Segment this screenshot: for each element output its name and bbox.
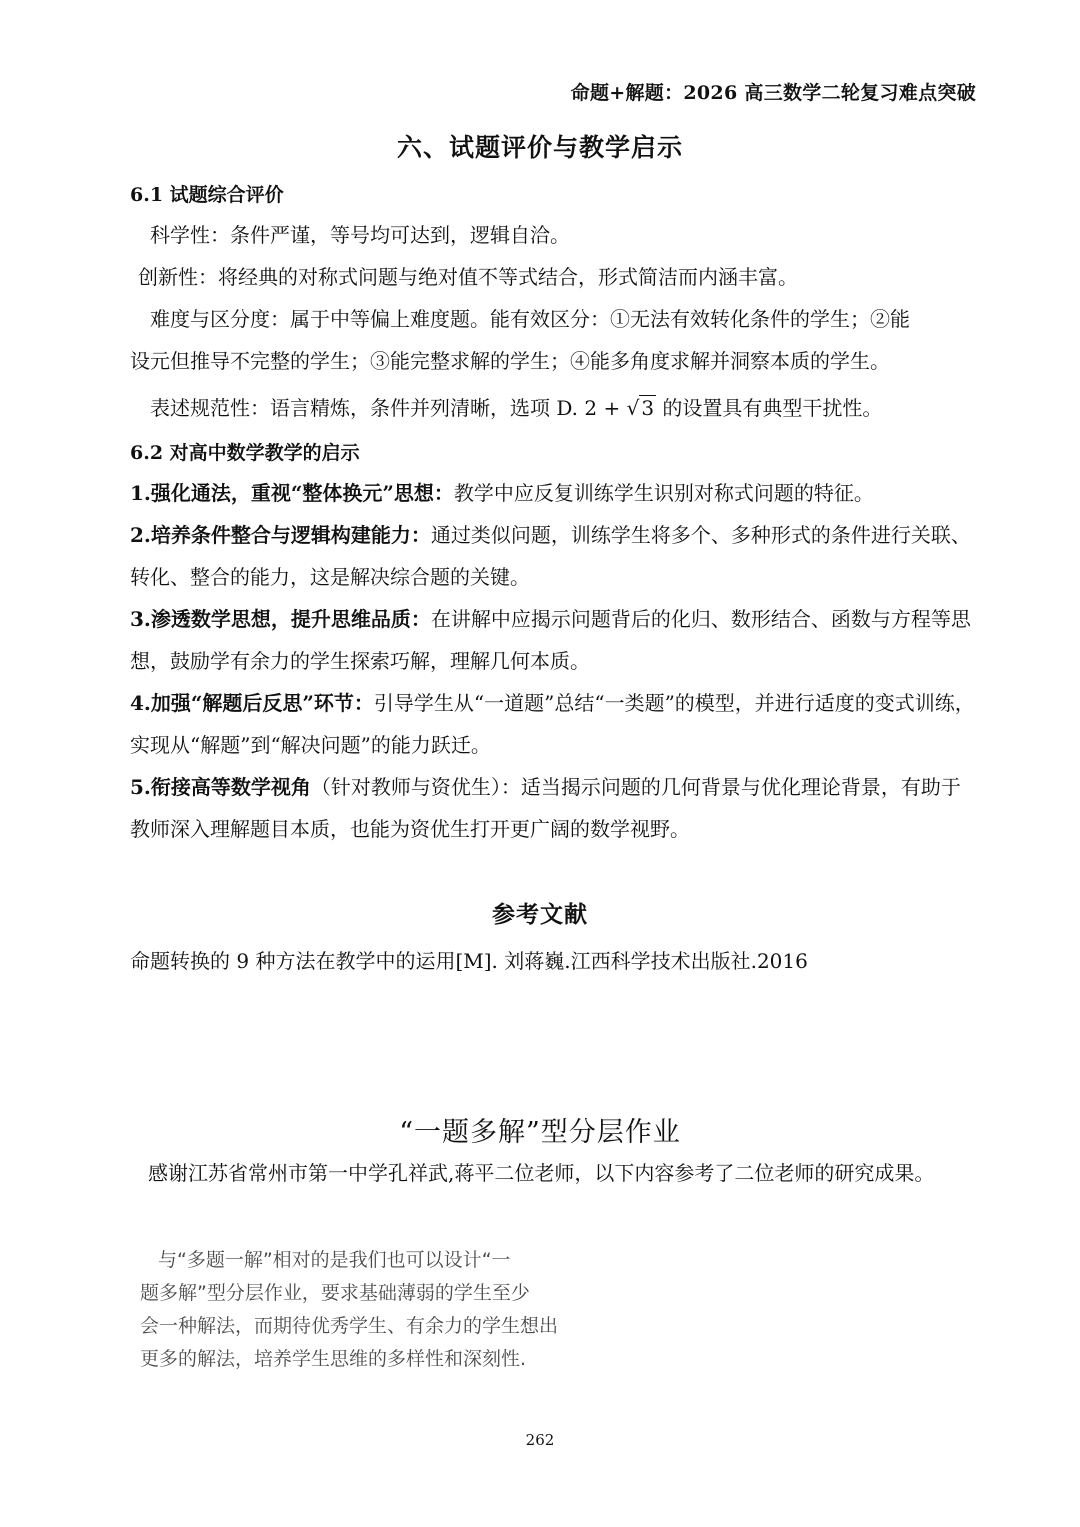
homework-title: “一题多解”型分层作业 <box>399 1117 681 1148</box>
quote-line: 会一种解法，而期待优秀学生、有余力的学生想出 <box>140 1315 559 1337</box>
quote-line: 与“多题一解”相对的是我们也可以设计“一 <box>158 1249 511 1271</box>
eval-difficulty-line2: 设元但推导不完整的学生；③能完整求解的学生；④能多角度求解并洞察本质的学生。 <box>130 349 890 373</box>
reference-entry: 命题转换的 9 种方法在教学中的运用[M]. 刘蒋巍.江西科学技术出版社.2016 <box>130 949 808 973</box>
running-header: 命题+解题：2026 高三数学二轮复习难点突破 <box>570 82 976 104</box>
teaching-item-3-text: 在讲解中应揭示问题背后的化归、数形结合、函数与方程等思想，鼓励学有余力的学生探索巧解，理解几何本质。 <box>130 607 971 673</box>
quote-line: 更多的解法，培养学生思维的多样性和深刻性. <box>140 1348 527 1370</box>
teaching-item-3 <box>130 598 976 682</box>
teaching-item-5-bold: 5.衔接高等数学视角 <box>130 775 311 799</box>
teaching-item-1-text: 教学中应反复训练学生识别对称式问题的特征。 <box>453 481 874 505</box>
quoted-excerpt <box>140 1244 580 1376</box>
teaching-item-2 <box>130 514 976 598</box>
quote-line: 题多解”型分层作业，要求基础薄弱的学生至少 <box>140 1282 530 1304</box>
eval-expression <box>150 387 882 429</box>
teaching-item-4 <box>130 682 976 766</box>
section-title: 六、试题评价与教学启示 <box>396 133 683 162</box>
teaching-item-4-text: 引导学生从“一道题”总结“一类题”的模型，并进行适度的变式训练，实现从“解题”到“解决问题”的能力跃迁。 <box>130 691 975 757</box>
references-title: 参考文献 <box>492 901 588 928</box>
teaching-item-2-bold: 2.培养条件整合与逻辑构建能力： <box>130 523 431 547</box>
eval-heading: 6.1 试题综合评价 <box>130 184 284 206</box>
teaching-item-2-text: 通过类似问题，训练学生将多个、多种形式的条件进行关联、转化、整合的能力，这是解决综合题的关键。 <box>130 523 971 589</box>
acknowledgement: 感谢江苏省常州市第一中学孔祥武,蒋平二位老师，以下内容参考了二位老师的研究成果。 <box>148 1161 935 1185</box>
page-number: 262 <box>525 1431 555 1449</box>
teaching-item-1-bold: 1.强化通法，重视“整体换元”思想： <box>130 481 454 505</box>
teaching-item-5 <box>130 766 976 850</box>
sqrt-three <box>627 387 656 429</box>
sqrt-value: 3 <box>641 396 655 420</box>
teaching-item-3-bold: 3.渗透数学思想，提升思维品质： <box>130 607 431 631</box>
eval-difficulty-line1: 难度与区分度：属于中等偏上难度题。能有效区分：①无法有效转化条件的学生；②能 <box>150 307 910 331</box>
sqrt-symbol: √ <box>626 396 640 420</box>
teaching-heading: 6.2 对高中数学教学的启示 <box>130 442 360 464</box>
expression-suffix: 的设置具有典型干扰性。 <box>656 396 883 420</box>
teaching-item-4-bold: 4.加强“解题后反思”环节： <box>130 691 374 715</box>
eval-scientific: 科学性：条件严谨，等号均可达到，逻辑自洽。 <box>150 223 570 247</box>
teaching-item-5-text: （针对教师与资优生）：适当揭示问题的几何背景与优化理论背景，有助于教师深入理解题目本质，也能为资优生打开更广阔的数学视野。 <box>130 775 961 841</box>
eval-innovation: 创新性：将经典的对称式问题与绝对值不等式结合，形式简洁而内涵丰富。 <box>138 265 798 289</box>
teaching-item-1 <box>130 472 976 514</box>
expression-prefix: 表述规范性：语言精炼，条件并列清晰，选项 D. 2 + <box>150 396 627 420</box>
